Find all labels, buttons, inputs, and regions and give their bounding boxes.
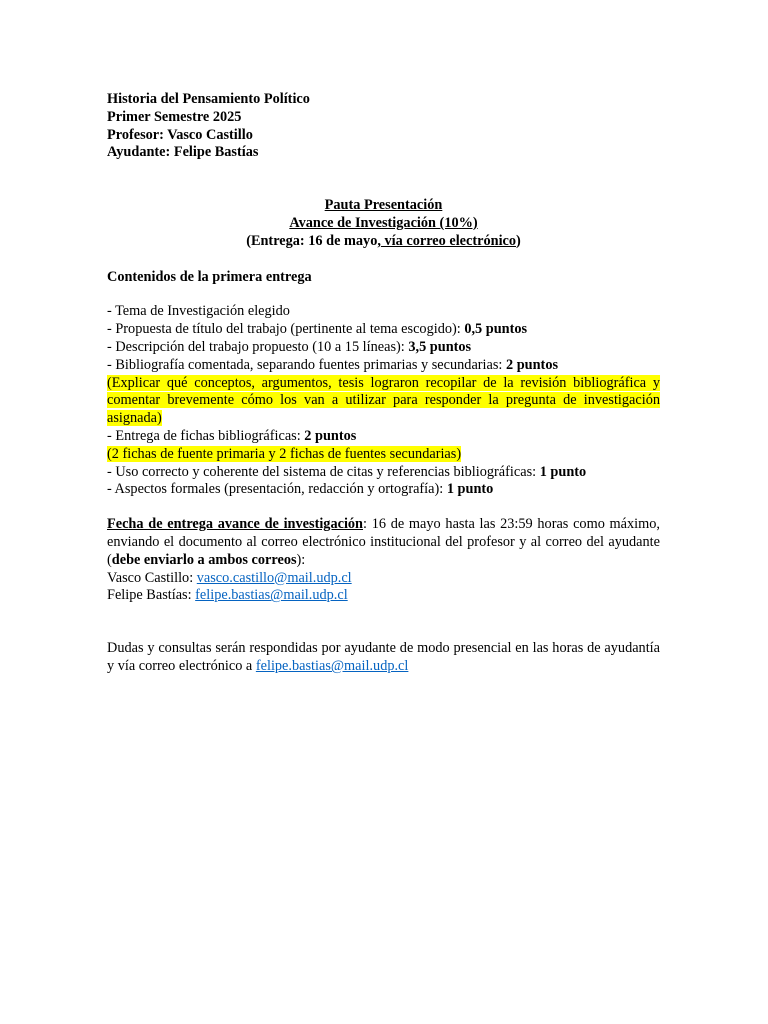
- contact-professor: [107, 570, 660, 588]
- delivery-bold: debe enviarlo a ambos correos: [111, 551, 297, 568]
- title-line-3-underlined: vía correo electrónico: [380, 232, 517, 249]
- contact-assistant: [107, 587, 660, 605]
- item-points: 2 puntos: [304, 427, 357, 444]
- contact-name: Vasco Castillo:: [107, 569, 197, 586]
- professor-email-link[interactable]: vasco.castillo@mail.udp.cl: [196, 569, 352, 586]
- delivery-section: [107, 516, 660, 605]
- questions-section: [107, 640, 660, 676]
- list-item: [107, 481, 660, 499]
- document-title: [107, 197, 660, 250]
- note-text: (Explicar qué conceptos, argumentos, tesis lograron recopilar de la revisión bibliográfica y comentar brevemente cómo los van a utilizar para responder la pregunta de investigación asignada): [107, 374, 660, 427]
- delivery-label: Fecha de entrega avance de investigación: [107, 516, 364, 533]
- item-text: - Descripción del trabajo propuesto (10 a 15 líneas):: [107, 338, 409, 355]
- list-item: [107, 303, 660, 321]
- course-header: [107, 91, 660, 162]
- highlighted-note: [107, 446, 660, 464]
- item-points: 3,5 puntos: [408, 338, 472, 355]
- title-line-3: [107, 233, 660, 251]
- delivery-text-1: : 16 de mayo hasta las 23:59 horas como máximo, enviando el documento al correo electrónico institucional del profesor y al correo del ayudante (: [107, 516, 660, 568]
- item-points: 1 punto: [446, 481, 494, 498]
- list-item: [107, 339, 660, 357]
- course-name: Historia del Pensamiento Político: [107, 91, 310, 107]
- title-line-3-prefix: (Entrega: 16 de mayo,: [246, 232, 381, 249]
- questions-paragraph: [107, 640, 660, 676]
- professor: Profesor: Vasco Castillo: [107, 126, 253, 143]
- assistant: Ayudante: Felipe Bastías: [107, 144, 259, 161]
- assistant-email-link[interactable]: felipe.bastias@mail.udp.cl: [195, 587, 348, 604]
- item-text: - Uso correcto y coherente del sistema de citas y referencias bibliográficas:: [107, 463, 540, 480]
- item-text: - Entrega de fichas bibliográficas:: [107, 427, 305, 444]
- item-text: - Aspectos formales (presentación, redacción y ortografía):: [107, 481, 447, 498]
- delivery-paragraph: [107, 516, 660, 569]
- list-item: [107, 428, 660, 446]
- contact-name: Felipe Bastías:: [107, 587, 196, 604]
- title-line-1: Pauta Presentación: [324, 197, 443, 214]
- semester: Primer Semestre 2025: [107, 108, 242, 125]
- list-item: [107, 357, 660, 375]
- questions-email-link[interactable]: felipe.bastias@mail.udp.cl: [255, 657, 409, 674]
- contents-list: [107, 303, 660, 499]
- item-text: - Bibliografía comentada, separando fuentes primarias y secundarias:: [107, 356, 506, 373]
- item-points: 2 puntos: [505, 356, 559, 373]
- item-text: - Tema de Investigación elegido: [107, 303, 290, 320]
- list-item: [107, 464, 660, 482]
- list-item: [107, 321, 660, 339]
- item-points: 1 punto: [539, 463, 587, 480]
- item-points: 0,5 puntos: [464, 321, 528, 338]
- note-text: (2 fichas de fuente primaria y 2 fichas de fuentes secundarias): [107, 445, 462, 462]
- item-text: - Propuesta de título del trabajo (pertinente al tema escogido):: [107, 321, 465, 338]
- delivery-text-2: ):: [296, 551, 306, 568]
- highlighted-note: [107, 375, 660, 428]
- document-page: [107, 91, 660, 676]
- title-line-3-suffix: ): [516, 232, 521, 249]
- contents-heading: Contenidos de la primera entrega: [107, 268, 312, 285]
- title-line-2: Avance de Investigación (10%): [289, 214, 478, 231]
- questions-text: Dudas y consultas serán respondidas por ayudante de modo presencial en las horas de ayudantía y vía correo electrónico a: [107, 640, 660, 674]
